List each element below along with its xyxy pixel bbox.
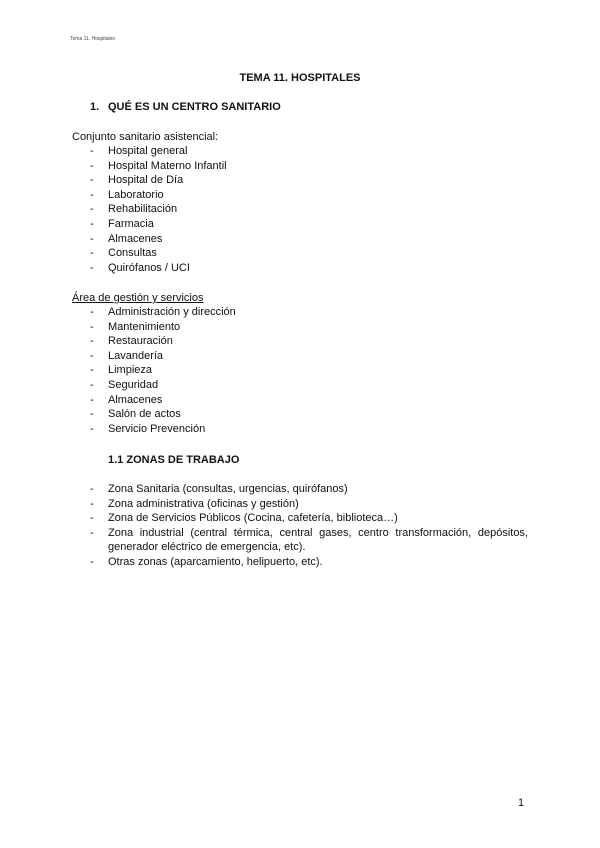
asistencial-list bbox=[90, 144, 227, 275]
dash: - bbox=[90, 159, 94, 172]
dash: - bbox=[90, 364, 94, 377]
list-item-text: Zona industrial (central térmica, central gases, centro transformación, depósitos, generador eléctrico de emergencia, etc). bbox=[108, 526, 528, 554]
list-item bbox=[90, 305, 236, 320]
list-item bbox=[90, 393, 236, 408]
list-item-text: Administración y dirección bbox=[108, 306, 236, 318]
list-item bbox=[90, 159, 227, 174]
dash: - bbox=[90, 247, 94, 260]
list-item bbox=[90, 246, 227, 261]
list-item-text: Laboratorio bbox=[108, 188, 164, 201]
list-item-text: Rehabilitación bbox=[108, 203, 178, 216]
list-item-text: Restauración bbox=[108, 335, 173, 348]
dash: - bbox=[90, 497, 94, 510]
dash: - bbox=[90, 393, 94, 406]
management-list bbox=[90, 305, 236, 436]
list-item-text: Zona Sanitaria (consultas, urgencias, quirófanos) bbox=[108, 483, 348, 495]
list-item-text: Hospital Materno Infantil bbox=[108, 159, 227, 172]
list-item-text: Hospital general bbox=[108, 145, 188, 157]
dash: - bbox=[90, 378, 94, 391]
list-item bbox=[90, 217, 227, 232]
page-header: Tema 11. Hospitales bbox=[70, 36, 115, 42]
dash: - bbox=[90, 188, 94, 201]
dash: - bbox=[90, 203, 94, 216]
list-item bbox=[90, 334, 236, 349]
list-item bbox=[90, 407, 236, 422]
dash: - bbox=[90, 261, 94, 274]
list-item bbox=[90, 261, 227, 276]
list-item-text: Consultas bbox=[108, 247, 157, 260]
dash: - bbox=[90, 306, 94, 318]
list-item bbox=[90, 320, 236, 335]
dash: - bbox=[90, 483, 94, 495]
dash: - bbox=[90, 512, 94, 525]
list-item bbox=[90, 482, 528, 497]
list-item bbox=[90, 232, 227, 247]
list-item-text: Servicio Prevención bbox=[108, 422, 206, 435]
dash: - bbox=[90, 174, 94, 187]
list-item bbox=[90, 378, 236, 393]
intro-text: Conjunto sanitario asistencial: bbox=[72, 131, 219, 143]
list-item-text: Almacenes bbox=[108, 232, 163, 245]
list-item bbox=[90, 202, 227, 217]
list-item-text: Hospital de Día bbox=[108, 174, 184, 187]
page-number: 1 bbox=[518, 797, 525, 809]
list-item bbox=[90, 363, 236, 378]
document-title: TEMA 11. HOSPITALES bbox=[239, 72, 361, 84]
list-item-text: Quirófanos / UCI bbox=[108, 261, 190, 274]
list-item bbox=[90, 144, 227, 159]
list-item-text: Otras zonas (aparcamiento, helipuerto, etc). bbox=[108, 555, 323, 568]
list-item-text: Zona administrativa (oficinas y gestión) bbox=[108, 497, 299, 510]
section-1-heading bbox=[90, 101, 281, 113]
list-item bbox=[90, 555, 528, 570]
list-item-text: Seguridad bbox=[108, 378, 159, 391]
dash: - bbox=[90, 145, 94, 157]
dash: - bbox=[90, 320, 94, 333]
section-1-1-heading: 1.1 ZONAS DE TRABAJO bbox=[108, 454, 240, 466]
dash: - bbox=[90, 217, 94, 230]
dash: - bbox=[90, 232, 94, 245]
list-item-text: Salón de actos bbox=[108, 408, 181, 421]
list-item bbox=[90, 526, 528, 555]
dash: - bbox=[90, 555, 94, 568]
list-item-text: Almacenes bbox=[108, 393, 163, 406]
list-item bbox=[90, 511, 528, 526]
list-item bbox=[90, 188, 227, 203]
section-1-number: 1. bbox=[90, 101, 100, 113]
dash: - bbox=[90, 422, 94, 435]
work-zones-list bbox=[90, 482, 528, 570]
list-item bbox=[90, 349, 236, 364]
list-item bbox=[90, 497, 528, 512]
list-item-text: Farmacia bbox=[108, 217, 154, 230]
list-item bbox=[90, 173, 227, 188]
list-item-text: Lavandería bbox=[108, 349, 164, 362]
dash: - bbox=[90, 408, 94, 421]
dash: - bbox=[90, 335, 94, 348]
dash: - bbox=[90, 349, 94, 362]
management-subheading: Área de gestión y servicios bbox=[72, 292, 204, 304]
dash: - bbox=[90, 526, 94, 539]
list-item-text: Limpieza bbox=[108, 364, 153, 377]
list-item-text: Mantenimiento bbox=[108, 320, 181, 333]
list-item-text: Zona de Servicios Públicos (Cocina, cafetería, biblioteca…) bbox=[108, 512, 398, 525]
section-1-title: QUÉ ES UN CENTRO SANITARIO bbox=[108, 101, 281, 113]
list-item bbox=[90, 422, 236, 437]
